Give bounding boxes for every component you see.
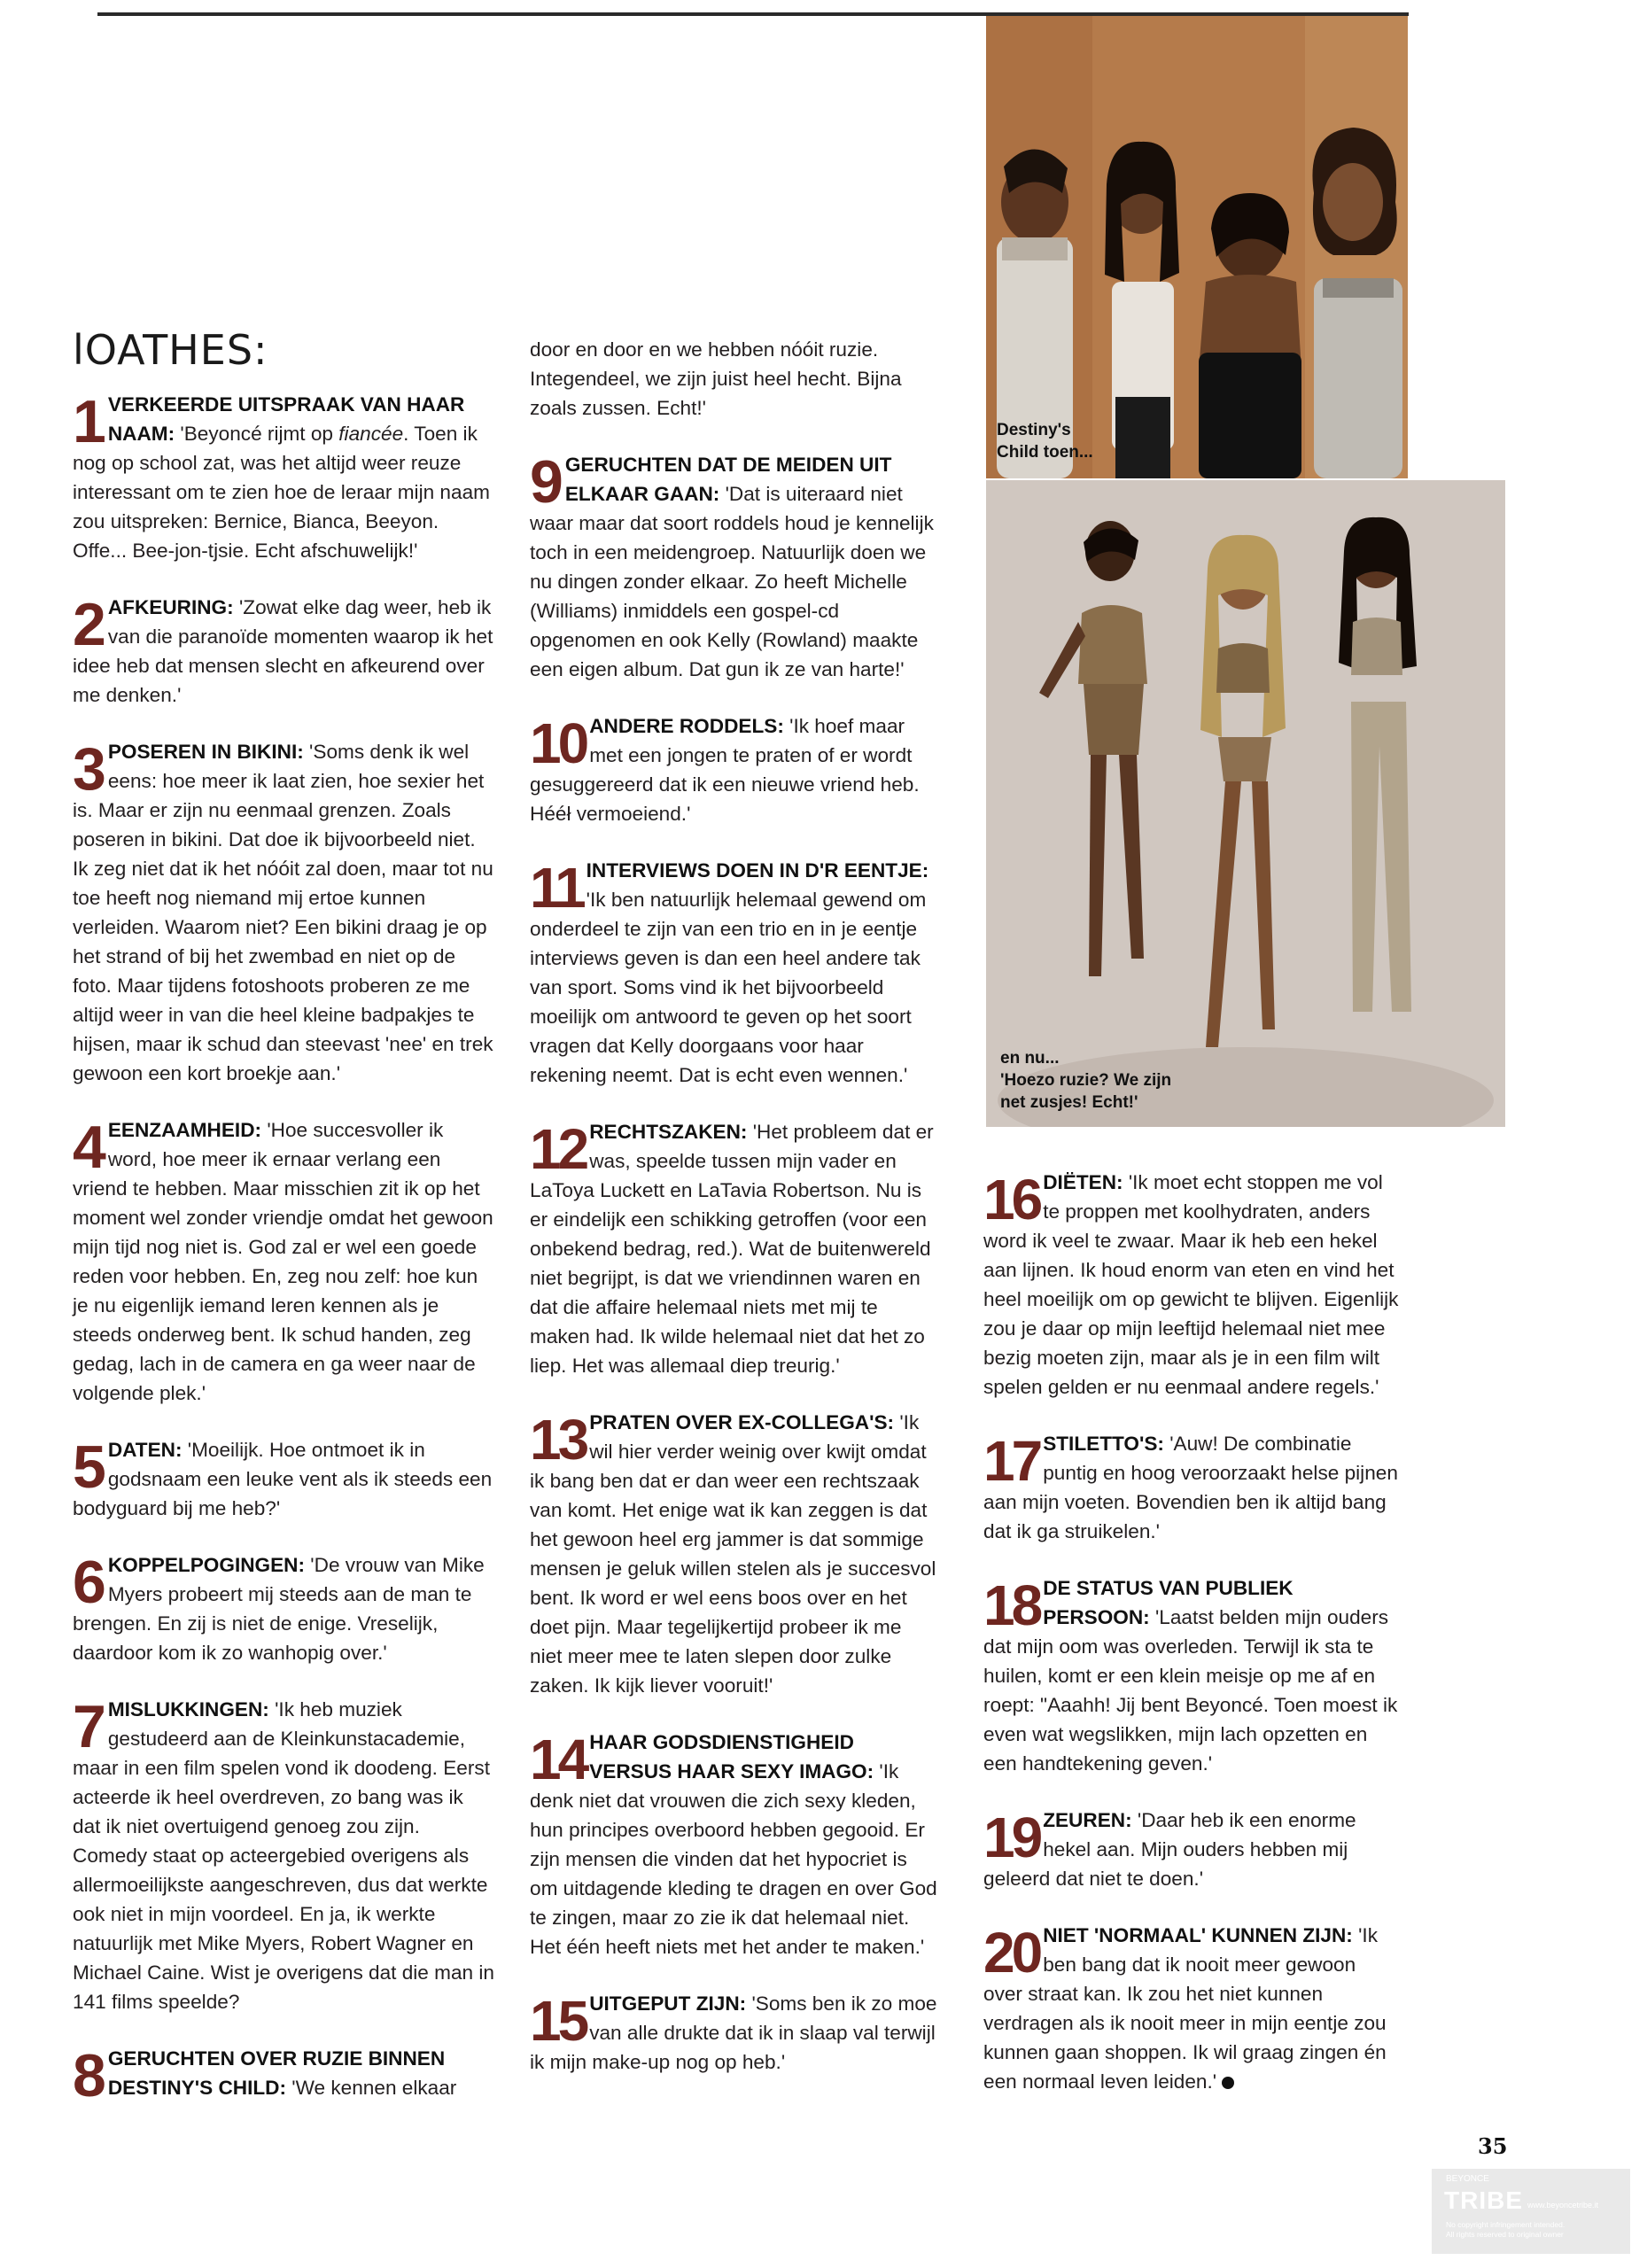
item-text: 'Ik hoef maar met een jongen te praten of er wordt gesuggereerd dat ik een nieuwe vriend heb. Hééł vermoeiend.' [530, 715, 920, 825]
item-heading: NIET 'NORMAAL' KUNNEN ZIJN: [1043, 1924, 1353, 1946]
item-heading: PRATEN OVER EX-COLLEGA'S: [589, 1411, 895, 1433]
list-item [530, 1408, 937, 1700]
list-item [530, 1989, 937, 2077]
item-number: 5 [73, 1433, 105, 1501]
item-text: 'Ik ben bang dat ik nooit meer gewoon over straat kan. Ik zou het niet kunnen verdragen als ik nooit meer in mijn eentje zou kunnen gaan shoppen. Ik wil graag zingen én een normaal leven leiden.' [983, 1924, 1387, 2093]
item-text: 'Ik moet echt stoppen me vol te proppen met koolhydraten, anders word ik veel te zwaar. Maar ik heb een hekel aan lijnen. Ik houd enorm van eten en vind het heel moeilijk om op gewicht te blijven. Eigenlijk zou je daar op mijn leeftijd helemaal niet mee bezig moeten zijn, maar als je in een film wilt spelen gelden er nu eenmaal andere regels.' [983, 1171, 1399, 1398]
item-number: 11 [530, 856, 583, 920]
item-heading: ZEUREN: [1043, 1809, 1132, 1831]
item-number: 6 [73, 1549, 105, 1616]
item-heading: EENZAAMHEID: [107, 1119, 262, 1141]
item-text: 'Ik wil hier verder weinig over kwijt omdat ik bang ben dat er dan weer een rechtszaak van komt. Het enige wat ik kan zeggen is dat het gewoon heel erg jammer is dat sommige mensen je geluk willen stelen als je succesvol bent. Ik word er wel eens boos over en het doet pijn. Maar tegelijkertijd probeer ik me niet meer mee te laten slepen door zulke zaken. Ik kijk liever vooruit!' [530, 1411, 936, 1697]
item-heading: UITGEPUT ZIJN: [589, 1992, 747, 2015]
item-number: 8 [73, 2042, 105, 2109]
item-heading: GERUCHTEN OVER RUZIE BINNEN DESTINY'S CHILD: [107, 2047, 446, 2099]
item-text: . Toen ik nog op school zat, was het altijd weer reuze interessant om te zien hoe de leraar mijn naam zou uitspreken: Bernice, Bianca, Beeyon. Offe... Bee-jon-tjsie. Echt afschuwelijk!' [73, 423, 490, 562]
person-silhouette [1199, 193, 1301, 478]
caption-line: Destiny's [997, 421, 1071, 439]
caption-line: net zusjes! Echt!' [1000, 1093, 1138, 1112]
item-text: 'Soms ben ik zo moe van alle drukte dat ik in slaap val terwijl ik mijn make-up nog op heb.' [530, 1992, 937, 2073]
item-number: 4 [73, 1114, 105, 1181]
list-item [73, 1550, 496, 1667]
watermark-notice-line: No copyright infringement intended. [1446, 2220, 1565, 2229]
item-text: 'Moeilijk. Hoe ontmoet ik in godsnaam een leuke vent als ik steeds een bodyguard bij me heb?' [73, 1439, 493, 1519]
item-number: 7 [73, 1693, 105, 1760]
item-number: 13 [530, 1408, 587, 1472]
photo2-illustration [986, 480, 1505, 1127]
item-heading: INTERVIEWS DOEN IN D'R EENTJE: [586, 859, 929, 882]
item-text: 'Dat is uiteraard niet waar maar dat soort roddels houd je kennelijk toch in een meidengroep. Natuurlijk doen we nu dingen zonder elkaar. Zo heeft Michelle (Williams) inmiddels een gospel-cd opgenomen en ook Kelly (Rowland) maakte een eigen album. Dat gun ik ze van harte!' [530, 483, 934, 680]
watermark-brand: TRIBE [1444, 2186, 1523, 2214]
list-item [530, 856, 937, 1090]
item-text: 'Soms denk ik wel eens: hoe meer ik laat zien, hoe sexier het is. Maar er zijn nu eenmaal grenzen. Zoals poseren in bikini. Dat doe ik bijvoorbeeld niet. Ik zeg niet dat ik het nóóit zal doen, maar tot nu toe heeft nog niemand mij ertoe kunnen verleiden. Waarom niet? Een bikini draag je op het strand of bij het zwembad en niet op de foto. Maar tijdens fotoshoots proberen ze me altijd weer in van die heel kleine badpakjes te hijsen, maar ik schud dan steevast 'nee' en trek gewoon een kort broekje aan.' [73, 741, 493, 1084]
list-item [73, 1115, 496, 1408]
caption-line: Child toen... [997, 443, 1093, 462]
item-number: 9 [530, 448, 562, 516]
item-number: 19 [983, 1806, 1040, 1869]
item-heading: STILETTO'S: [1043, 1433, 1164, 1455]
watermark-small-text: BEYONCE [1446, 2174, 1489, 2184]
list-item [73, 1695, 496, 2016]
item-text: 'Daar heb ik een enorme hekel aan. Mijn ouders hebben mij geleerd dat niet te doen.' [983, 1809, 1356, 1890]
item-heading: MISLUKKINGEN: [107, 1698, 269, 1720]
item-heading: DATEN: [107, 1439, 183, 1461]
list-item [983, 1806, 1400, 1893]
item-number: 12 [530, 1117, 587, 1181]
item-number: 18 [983, 1573, 1040, 1637]
item-heading: AFKEURING: [107, 596, 234, 618]
watermark-notice [1446, 2220, 1623, 2240]
item-heading: DE STATUS VAN PUBLIEK PERSOON: [1043, 1577, 1294, 1628]
item-number: 1 [73, 388, 105, 455]
photo1-caption [997, 419, 1093, 463]
caption-line: 'Hoezo ruzie? We zijn [1000, 1071, 1172, 1090]
item-text: 'Auw! De combinatie puntig en hoog veroorzaakt helse pijnen aan mijn voeten. Bovendien ben ik altijd bang dat ik ga struikelen.' [983, 1433, 1398, 1542]
watermark-site: www.beyoncetribe.it [1527, 2201, 1599, 2210]
list-item [73, 1435, 496, 1523]
person-silhouette [1312, 128, 1402, 478]
item-number: 14 [530, 1728, 587, 1791]
item-text: 'Ik heb muziek gestudeerd aan de Kleinkunstacademie, maar in een film spelen vond ik doodeng. Eerst acteerde ik heel overdreven, zo bang was ik dat ik niet overtuigend genoeg zou zijn. Comedy staat op acteergebied overigens als allermoeilijkste aangeschreven, dus dat werkte ook niet in mijn voordeel. En ja, ik werkte natuurlijk met Mike Myers, Robert Wagner en Michael Caine. Wist je overigens dat die man in 141 films speelde? [73, 1698, 494, 2013]
item-number: 10 [530, 711, 587, 775]
page-number: 35 [1478, 2133, 1508, 2159]
column-middle [530, 335, 937, 2104]
watermark-notice-line: All rights reserved to original owner [1446, 2230, 1564, 2239]
person-silhouette [1105, 142, 1179, 478]
item-number: 16 [983, 1168, 1040, 1231]
item-text: 'Beyoncé rijmt op [175, 423, 339, 445]
item-text: 'We kennen elkaar [286, 2077, 457, 2099]
column-left [73, 390, 496, 2130]
item-text: 'De vrouw van Mike Myers probeert mij steeds aan de man te brengen. En zij is niet de enige. Vreselijk, daardoor kom ik zo wanhopig over.' [73, 1554, 485, 1664]
item-number: 17 [983, 1429, 1040, 1493]
item-heading: ANDERE RODDELS: [589, 715, 784, 737]
list-item [530, 1728, 937, 1961]
item-heading: GERUCHTEN DAT DE MEIDEN UIT ELKAAR GAAN: [564, 454, 892, 505]
item-continuation: door en door en we hebben nóóit ruzie. Integendeel, we zijn juist heel hecht. Bijna zoals zussen. Echt!' [530, 338, 902, 419]
item-number: 20 [983, 1921, 1040, 1984]
item-heading: DIËTEN: [1043, 1171, 1123, 1193]
item-number: 3 [73, 735, 105, 803]
item-number: 15 [530, 1989, 587, 2053]
list-item [530, 450, 937, 684]
item-number: 2 [73, 591, 105, 658]
column-right [983, 1168, 1400, 2124]
item-heading: POSEREN IN BIKINI: [107, 741, 304, 763]
list-item [983, 1168, 1400, 1402]
item-emphasis: fiancée [338, 423, 404, 445]
item-text: 'Ik denk niet dat vrouwen die zich sexy kleden, hun principes overboord hebben gegooid. Er zijn mensen die vinden dat het hypocriet is om uitdagende kleding te dragen en over God te zingen, maar zo zie ik dat helemaal niet. Het één heeft niets met het ander te maken.' [530, 1760, 937, 1958]
photo1-illustration [986, 16, 1408, 478]
photo-destinys-child-now [986, 480, 1505, 1127]
list-item [73, 390, 496, 565]
item-text: 'Laatst belden mijn ouders dat mijn oom was overleden. Terwijl ik sta te huilen, komt er een klein meisje op me af en roept: "Aaahh! Jij bent Beyoncé. Toen moest ik even wat wegslikken, mijn lach opzetten en een handtekening geven.' [983, 1606, 1398, 1775]
watermark-badge [1432, 2169, 1630, 2254]
section-heading: lOATHES: [73, 326, 268, 374]
end-mark-icon [1222, 2077, 1234, 2089]
item-heading: RECHTSZAKEN: [589, 1121, 748, 1143]
item-heading: VERKEERDE UITSPRAAK VAN HAAR NAAM: [107, 393, 465, 445]
list-item [983, 1921, 1400, 2096]
list-item [73, 737, 496, 1088]
list-item [983, 1573, 1400, 1778]
item-heading: HAAR GODSDIENSTIGHEID VERSUS HAAR SEXY IMAGO: [589, 1731, 874, 1783]
item-text: 'Hoe succesvoller ik word, hoe meer ik ernaar verlang een vriend te hebben. Maar misschien zit ik op het moment wel zonder vriendje omdat het gewoon mijn tijd nog niet is. God zal er wel een goede reden voor hebben. En, zeg nou zelf: hoe kun je nu eigenlijk iemand leren kennen als je steeds onderweg bent. Ik schud handen, zeg gedag, lach in de camera en ga weer naar de volgende plek.' [73, 1119, 493, 1404]
photo2-caption [1000, 1047, 1171, 1114]
caption-line: en nu... [1000, 1049, 1060, 1068]
item-text: 'Zowat elke dag weer, heb ik van die paranoïde momenten waarop ik het idee heb dat mensen slecht en afkeurend over me denken.' [73, 596, 493, 706]
list-item [73, 2042, 496, 2109]
list-item [983, 1429, 1400, 1546]
photo-destinys-child-then [986, 16, 1408, 478]
item-text: 'Het probleem dat er was, speelde tussen mijn vader en LaToya Luckett en LaTavia Robertson. Nu is er eindelijk een schikking getroffen (voor een onbekend bedrag, red.). Wat de buitenwereld niet begrijpt, is dat we vriendinnen waren en dat die affaire helemaal niets met mij te maken had. Ik wilde helemaal niet dat het zo liep. Het was allemaal diep treurig.' [530, 1121, 934, 1377]
item-text: 'Ik ben natuurlijk helemaal gewend om onderdeel te zijn van een trio en in je eentje interviews geven is dan een heel andere tak van sport. Soms vind ik het bijvoorbeeld moeilijk om antwoord te geven op het soort vragen dat Kelly doorgaans voor haar rekening neemt. Dat is echt even wennen.' [530, 889, 927, 1086]
list-item [530, 1117, 937, 1380]
list-item [530, 711, 937, 828]
list-item [73, 593, 496, 710]
item-heading: KOPPELPOGINGEN: [107, 1554, 306, 1576]
